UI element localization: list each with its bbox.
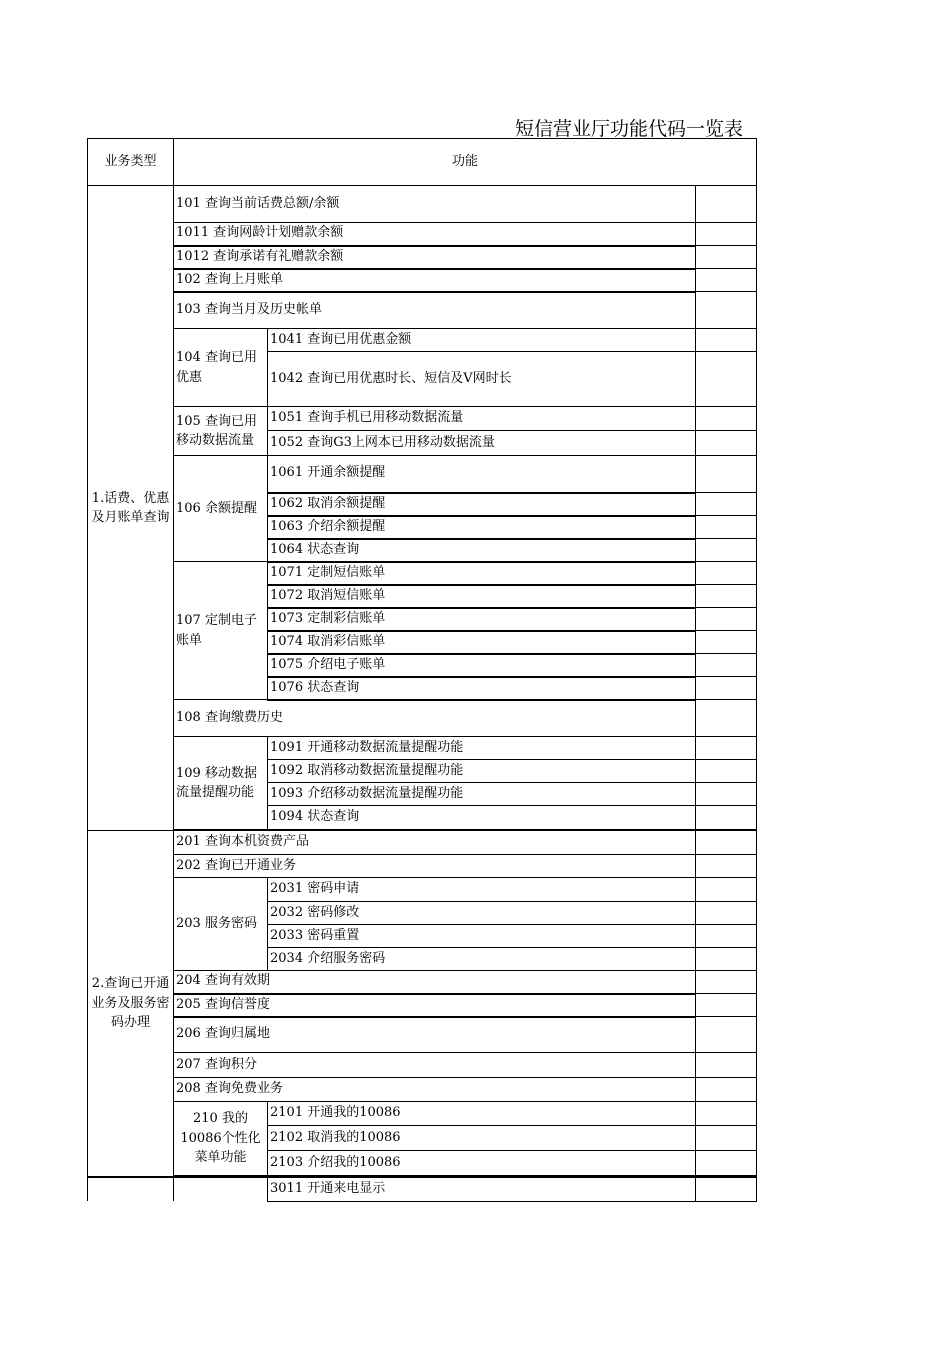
category-1: 1.话费、优惠及月账单查询 [88, 186, 174, 831]
table-row [88, 1078, 757, 1102]
item-3011: 3011 开通来电显示 [268, 1177, 696, 1201]
item-1073: 1073 定制彩信账单 [268, 608, 696, 631]
item-102: 102 查询上月账单 [174, 269, 696, 292]
table-row [88, 407, 757, 431]
item-101: 101 查询当前话费总额/余额 [174, 186, 696, 223]
blank-cell [696, 352, 757, 407]
item-108: 108 查询缴费历史 [174, 700, 696, 737]
blank-cell [696, 1126, 757, 1151]
table-row [88, 1177, 757, 1201]
blank-cell [696, 223, 757, 246]
item-1052: 1052 查询G3上网本已用移动数据流量 [268, 431, 696, 456]
item-207: 207 查询积分 [174, 1053, 696, 1078]
group-203: 203 服务密码 [174, 878, 268, 971]
header-function: 功能 [174, 139, 757, 186]
table-row [88, 246, 757, 269]
header-row [88, 139, 757, 186]
blank-cell [696, 292, 757, 329]
item-1042: 1042 查询已用优惠时长、短信及V网时长 [268, 352, 696, 407]
table-row [88, 878, 757, 902]
blank-cell [696, 654, 757, 677]
blank-cell [696, 269, 757, 292]
blank-cell [696, 783, 757, 806]
blank-cell [696, 760, 757, 783]
item-1092: 1092 取消移动数据流量提醒功能 [268, 760, 696, 783]
blank-cell [696, 585, 757, 608]
function-code-table [87, 138, 757, 1202]
blank-cell [696, 186, 757, 223]
table-row [88, 562, 757, 585]
blank-cell [696, 329, 757, 352]
table-row [88, 1102, 757, 1126]
group-104: 104 查询已用优惠 [174, 329, 268, 407]
blank-cell [696, 878, 757, 902]
table-row [88, 855, 757, 878]
item-103: 103 查询当月及历史帐单 [174, 292, 696, 329]
group-107: 107 定制电子账单 [174, 562, 268, 700]
item-1094: 1094 状态查询 [268, 806, 696, 830]
item-1075: 1075 介绍电子账单 [268, 654, 696, 677]
blank-cell [696, 246, 757, 269]
header-type: 业务类型 [88, 139, 174, 186]
category-3 [88, 1177, 174, 1201]
blank-cell [696, 971, 757, 994]
item-1072: 1072 取消短信账单 [268, 585, 696, 608]
table-row [88, 292, 757, 329]
blank-cell [696, 831, 757, 855]
item-1011: 1011 查询网龄计划赠款余额 [174, 223, 696, 246]
item-2033: 2033 密码重置 [268, 925, 696, 948]
item-1074: 1074 取消彩信账单 [268, 631, 696, 654]
item-1091: 1091 开通移动数据流量提醒功能 [268, 737, 696, 760]
item-1063: 1063 介绍余额提醒 [268, 516, 696, 539]
blank-cell [696, 925, 757, 948]
item-1076: 1076 状态查询 [268, 677, 696, 700]
item-1041: 1041 查询已用优惠金额 [268, 329, 696, 352]
blank-cell [696, 407, 757, 431]
table-row [88, 994, 757, 1017]
group-3-blank [174, 1177, 268, 1201]
table-title: 短信营业厅功能代码一览表 [515, 118, 744, 140]
blank-cell [696, 1151, 757, 1176]
item-204: 204 查询有效期 [174, 971, 696, 994]
item-2101: 2101 开通我的10086 [268, 1102, 696, 1126]
group-105: 105 查询已用移动数据流量 [174, 407, 268, 456]
blank-cell [696, 700, 757, 737]
group-210: 210 我的10086个性化菜单功能 [174, 1102, 268, 1176]
blank-cell [696, 1053, 757, 1078]
table-row [88, 329, 757, 352]
table-row [88, 1017, 757, 1053]
item-1061: 1061 开通余额提醒 [268, 456, 696, 493]
blank-cell [696, 948, 757, 971]
category-2: 2.查询已开通业务及服务密码办理 [88, 831, 174, 1178]
item-206: 206 查询归属地 [174, 1017, 696, 1053]
item-201: 201 查询本机资费产品 [174, 831, 696, 855]
item-2032: 2032 密码修改 [268, 902, 696, 925]
blank-cell [696, 902, 757, 925]
item-2102: 2102 取消我的10086 [268, 1126, 696, 1151]
table-row [88, 700, 757, 737]
table-row [88, 223, 757, 246]
item-205: 205 查询信誉度 [174, 994, 696, 1017]
item-1093: 1093 介绍移动数据流量提醒功能 [268, 783, 696, 806]
blank-cell [696, 493, 757, 516]
item-1071: 1071 定制短信账单 [268, 562, 696, 585]
item-1051: 1051 查询手机已用移动数据流量 [268, 407, 696, 431]
blank-cell [696, 608, 757, 631]
table-row [88, 456, 757, 493]
blank-cell [696, 562, 757, 585]
blank-cell [696, 1017, 757, 1053]
item-202: 202 查询已开通业务 [174, 855, 696, 878]
table-row [88, 1053, 757, 1078]
blank-cell [696, 1078, 757, 1102]
group-109: 109 移动数据流量提醒功能 [174, 737, 268, 830]
table-row [88, 971, 757, 994]
group-106: 106 余额提醒 [174, 456, 268, 562]
blank-cell [696, 456, 757, 493]
item-2103: 2103 介绍我的10086 [268, 1151, 696, 1176]
blank-cell [696, 539, 757, 562]
blank-cell [696, 516, 757, 539]
blank-cell [696, 1102, 757, 1126]
item-2034: 2034 介绍服务密码 [268, 948, 696, 971]
blank-cell [696, 431, 757, 456]
table-row [88, 186, 757, 223]
blank-cell [696, 806, 757, 830]
item-1064: 1064 状态查询 [268, 539, 696, 562]
blank-cell [696, 994, 757, 1017]
blank-cell [696, 737, 757, 760]
item-208: 208 查询免费业务 [174, 1078, 696, 1102]
blank-cell [696, 677, 757, 700]
blank-cell [696, 631, 757, 654]
blank-cell [696, 855, 757, 878]
item-1062: 1062 取消余额提醒 [268, 493, 696, 516]
table-row [88, 269, 757, 292]
table-row [88, 831, 757, 855]
table-row [88, 737, 757, 760]
blank-cell [696, 1177, 757, 1201]
item-1012: 1012 查询承诺有礼赠款余额 [174, 246, 696, 269]
item-2031: 2031 密码申请 [268, 878, 696, 902]
